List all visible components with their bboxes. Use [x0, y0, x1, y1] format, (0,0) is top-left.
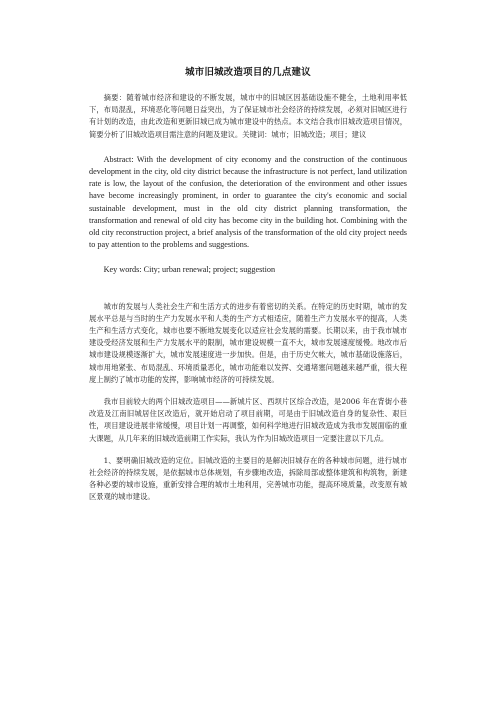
keywords-english: Key words: City; urban renewal; project; suggestion [103, 265, 276, 275]
abstract-chinese: 摘要：随着城市经济和建设的不断发展，城市中的旧城区因基础设施不健全，土地利用率低下，布局混乱，环境恶化等问题日益突出，为了保证城市社会经济的持续发展，必须对旧城区进行有计划的改造，由此改造和更新旧城已成为城市建设中的热点。本文结合我市旧城改造项目情况，简要分析了旧城改造项目需注意的问题及建议。关键词：城市；旧城改造；项目；建议 [89, 93, 407, 139]
document-title: 城市旧城改造项目的几点建议 [185, 67, 311, 78]
body-paragraph-1: 城市的发展与人类社会生产和生活方式的进步有着密切的关系。在特定的历史时期，城市的发展水平总是与当时的生产力发展水平和人类的生产方式相适应，随着生产力发展水平的提高，人类生产和生活方式变化，城市也要不断地发展变化以适应社会发展的需要。长期以来，由于我市城市建设受经济发展和生产力发展水平的限制，城市建设规模一直不大，城市发展速度缓慢。地改市后城市建设规模逐渐扩大，城市发展速度进一步加快。但是，由于历史欠帐大，城市基础设施落后，城市用地紧张、布局混乱、环境质量恶化，城市功能难以发挥、交通堵塞问题越来越严重，很大程度上制约了城市功能的发挥，影响城市经济的可持续发展。 [89, 301, 407, 384]
body-paragraph-3: 1、要明确旧城改造的定位。旧城改造的主要目的是解决旧城存在的各种城市问题，进行城市社会经济的持续发展，是依据城市总体规划，有步骤地改造，拆除局部或整体建筑和构筑物，新建各种必要的城市设施，重新安排合理的城市土地利用，完善城市功能，提高环境质量，改变原有城区景观的城市建设。 [89, 455, 407, 502]
abstract-english: Abstract: With the development of city economy and the construction of the continuous development in the city, old city district because the infrastructure is not perfect, land utilization rate is low, the layout of the confusion, the deterioration of the environment and other issues have become increasingly prominent, in order to guarantee the city's economic and social sustainable development, must in the old city district planning transformation, the transformation and renewal of old city has become city in the building hot. Combining with the old city reconstruction project, a brief analysis of the transformation of the old city project needs to pay attention to the problems and suggestions. [89, 154, 407, 250]
body-paragraph-2: 我市目前较大的两个旧城改造项目——新城片区、西坝片区综合改造，是2006 年在背街小巷改造及江南旧城居住区改造后，就开始启动了项目前期，可是由于旧城改造自身的复杂性、艰巨性，项目建设进展非常缓慢，项目计划一再调整，如何科学地进行旧城改造成为我市发展面临的重大课题，从几年来的旧城改造前期工作实际，我认为作为旧城改造项目一定要注意以下几点。 [89, 397, 407, 443]
